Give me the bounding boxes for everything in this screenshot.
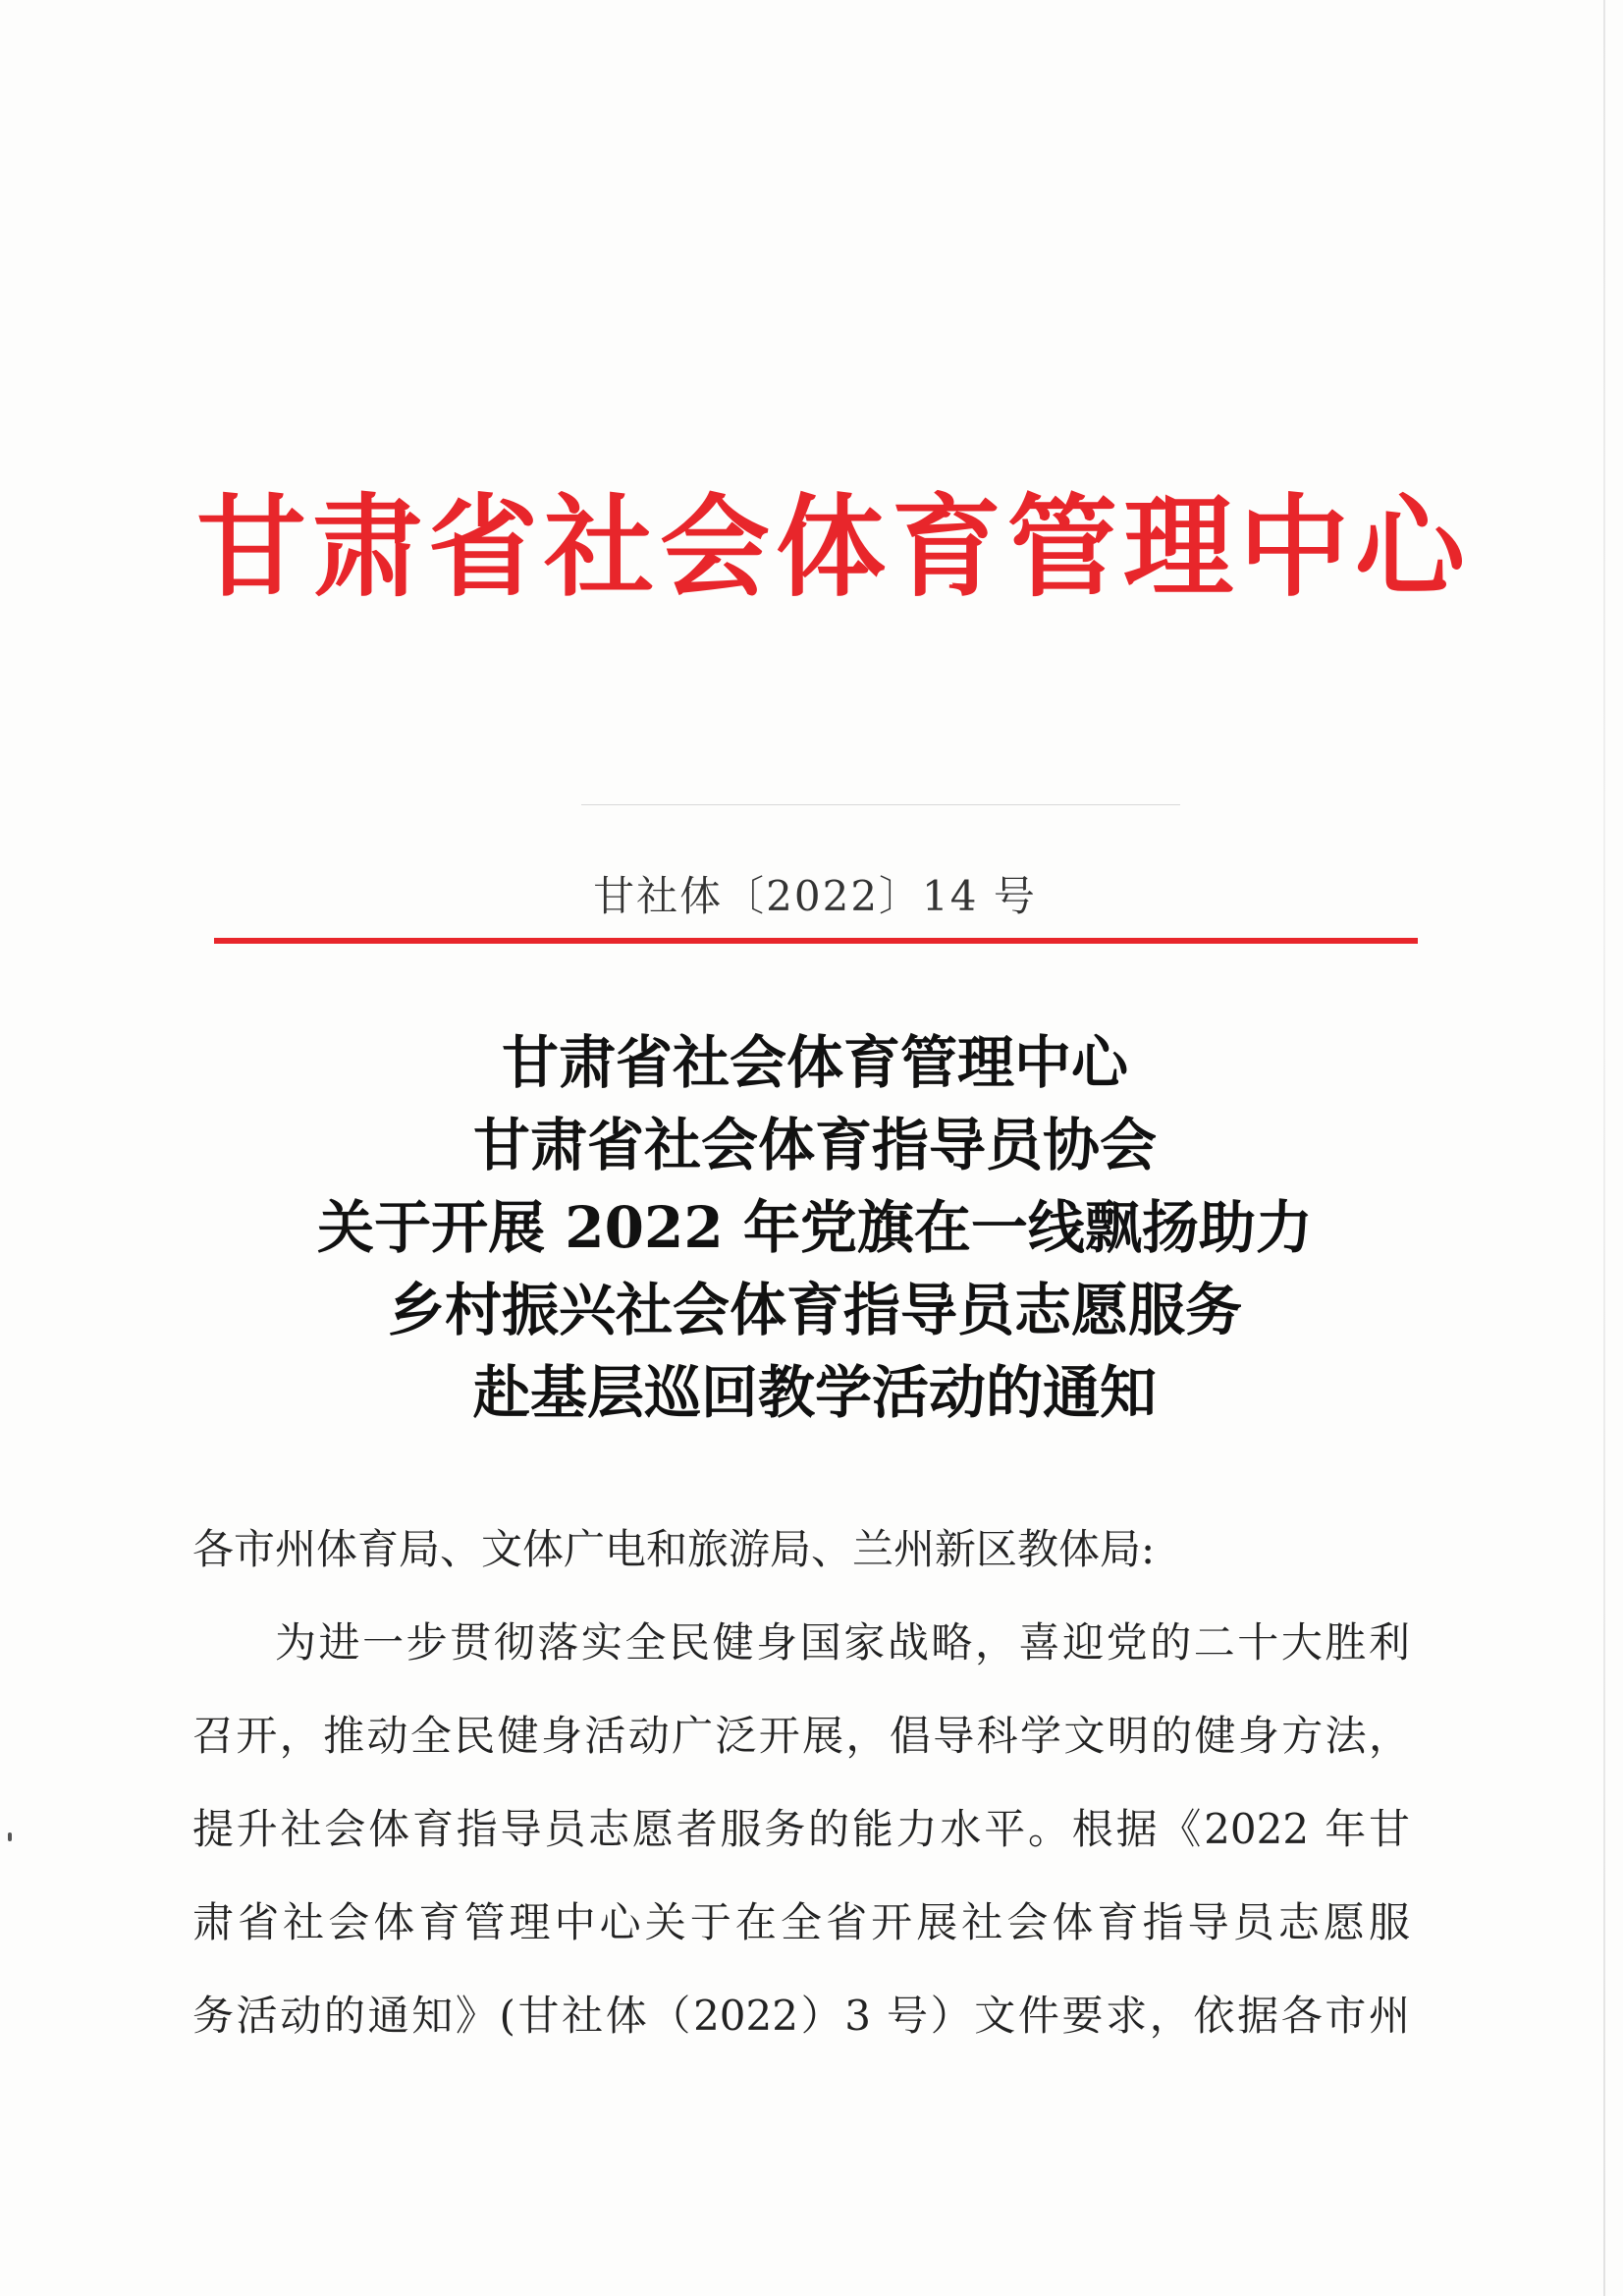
paragraph-line: 务活动的通知》(甘社体（2022）3 号）文件要求，依据各市州 <box>192 1992 1410 2040</box>
notice-title-line: 赴基层巡回教学活动的通知 <box>472 1359 1157 1426</box>
notice-title-line: 乡村振兴社会体育指导员志愿服务 <box>387 1277 1242 1343</box>
salutation: 各市州体育局、文体广电和旅游局、兰州新区教体局: <box>192 1525 1156 1573</box>
scan-speck <box>8 1832 12 1841</box>
scan-edge <box>1603 0 1605 2296</box>
paragraph-line: 召开，推动全民健身活动广泛开展，倡导科学文明的健身方法， <box>192 1712 1410 1760</box>
notice-title-line: 甘肃省社会体育指导员协会 <box>472 1112 1157 1178</box>
organization-header-title: 甘肃省社会体育管理中心 <box>196 483 1471 612</box>
notice-title-line: 甘肃省社会体育管理中心 <box>501 1029 1128 1096</box>
red-divider-line <box>214 938 1418 944</box>
document-number: 甘社体〔2022〕14 号 <box>593 872 1037 920</box>
paragraph-line: 为进一步贯彻落实全民健身国家战略，喜迎党的二十大胜利 <box>275 1618 1410 1667</box>
notice-title-line: 关于开展 2022 年党旗在一线飘扬助力 <box>317 1194 1313 1261</box>
notice-title <box>216 1021 1414 1434</box>
body-text <box>192 1503 1410 2062</box>
paragraph-line: 肃省社会体育管理中心关于在全省开展社会体育指导员志愿服 <box>192 1898 1410 1946</box>
faint-divider <box>581 804 1180 805</box>
paragraph-line: 提升社会体育指导员志愿者服务的能力水平。根据《2022 年甘 <box>192 1805 1410 1853</box>
